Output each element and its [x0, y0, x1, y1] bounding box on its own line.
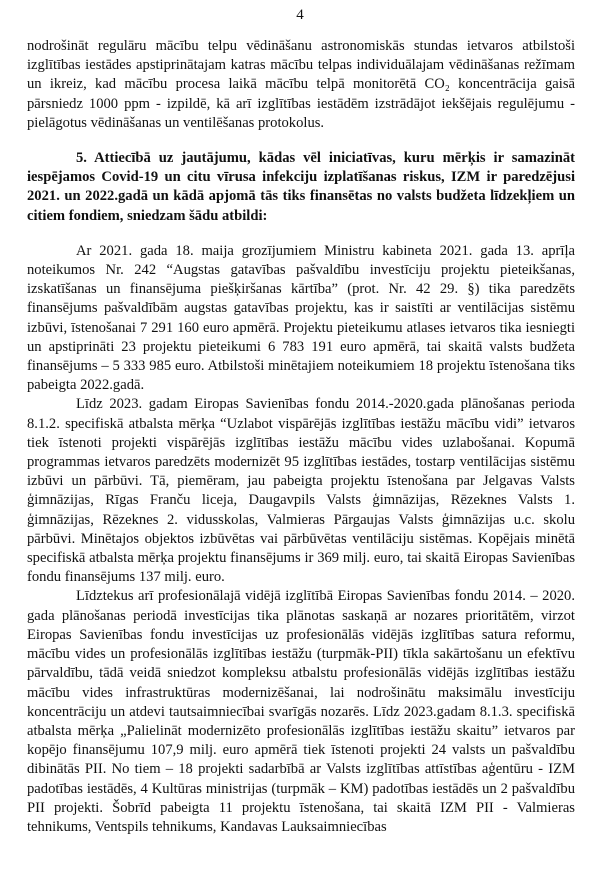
paragraph-general-education-funds: Līdz 2023. gadam Eiropas Savienības fondu 2014.-2020.gada plānošanas perioda 8.1.2. specifiskā atbalsta mērķa “Uzlabot vispārējās izglītības iestāžu mācību vidi” ietvaros tiek īstenoti projekti vispārējās izglītības iestāžu mācību vides uzlabošanai. Kopumā programmas ietvaros paredzēts modernizēt 95 izglītības iestādes, tostarp ventilācijas sistēmu izbūvi un pārbūvi. Tā, piemēram, jau pabeigta projektu īstenošana par Jelgavas Valsts ģimnāzijas, Rīgas Franču liceja, Daugavpils Valsts ģimnāzijas, Rēzeknes Valsts 1. ģimnāzijas, Rēzeknes 2. vidusskolas, Valmieras Pārgaujas Valsts ģimnāzijas u.c. skolu pārbūvi. Minētajos objektos izbūvētas vai pārbūvētas ventilāciju sistēmas. Kopējais minētā specifiskā atbalsta mērķa projektu finansējums ir 369 milj. euro, tai skaitā Eiropas Savienības fondu finansējums 137 milj. euro.: [27, 396, 575, 586]
paragraph-question-5-heading: 5. Attiecībā uz jautājumu, kādas vēl iniciatīvas, kuru mērķis ir samazināt iespējamos Covid-19 un citu vīrusa infekciju izplatīšanas riskus, IZM ir paredzējusi 2021. un 2022.gadā un kādā apjomā tās tiks finansētas no valsts budžeta līdzekļiem un citiem fondiem, sniedzam šādu atbildi:: [27, 150, 575, 224]
paragraph-high-readiness-projects: Ar 2021. gada 18. maija grozījumiem Ministru kabineta 2021. gada 13. aprīļa noteikumos Nr. 242 “Augstas gatavības pašvaldību investīciju projektu pieteikšanas, izskatīšanas un finansējuma piešķiršanas kārtība” (prot. Nr. 42 29. §) tika paredzēts finansējums pašvaldībām augstas gatavības projektu, kas ir saistīti ar ventilācijas sistēmu izbūvi, īstenošanai 7 291 160 euro apmērā. Projektu pieteikumu atlases ietvaros tika iesniegti un apstiprināti 23 projektu pieteikumi 6 783 191 euro apmērā, tai skaitā valsts budžeta finansējums – 5 333 985 euro. Atbilstoši minētajiem noteikumiem 18 projektu īstenošana tiks pabeigta 2022.gadā.: [27, 242, 575, 394]
paragraph-vocational-education-funds: Līdztekus arī profesionālajā vidējā izglītībā Eiropas Savienības fondu 2014. – 2020. gada plānošanas periodā investīcijas tika plānotas saskaņā ar nozares prioritātēm, virzot Eiropas Savienības fondu investīcijas uz profesionālās vidējās izglītības satura reformu, mācību vides un profesionālās izglītības iestāžu (turpmāk-PII) tīkla sakārtošanu un efektīvu pārvaldību, tādā veidā sniedzot kompleksu atbalstu profesionālās vidējās izglītības iestāžu mācību vides infrastruktūras modernizēšanai, lai nodrošinātu maksimālu investīciju koncentrāciju un atdevi tautsaimniecībai svarīgās nozarēs. Līdz 2023.gadam 8.1.3. specifiskā atbalsta mērķa „Palielināt modernizēto profesionālās izglītības iestāžu skaitu” ietvaros par kopējo finansējumu 107,9 milj. euro apmērā tiek īstenoti projekti 24 valsts un pašvaldību dibinātās PII. No tiem – 18 projekti sadarbībā ar Valsts izglītības attīstības aģentūru - IZM padotības iestādēs, 4 Kultūras ministrijas (turpmāk – KM) padotības iestādēs un 2 pašvaldību PII projekti. Šobrīd pabeigta 11 projektu īstenošana, tai skaitā IZM PII - Valmieras tehnikums, Ventspils tehnikums, Kandavas Lauksaimniecības: [27, 588, 575, 835]
paragraph-ventilation-protocols: nodrošināt regulāru mācību telpu vēdināšanu astronomiskās stundas ietvaros atbilstoši izglītības iestādes apstiprinātajam katras mācību telpas individuālajam vēdināšanas režīmam un ikreiz, kad mācību procesa laikā mācību telpā monitorētā CO₂ koncentrācija gaisā pārsniedz 1000 ppm - izpildē, kā arī izglītības iestādēm izstrādājot iekšējais regulējumu - pielāgotus vēdināšanas un ventilēšanas protokolus.: [27, 38, 575, 131]
page-number: 4: [296, 7, 304, 23]
document-body: [27, 37, 575, 837]
